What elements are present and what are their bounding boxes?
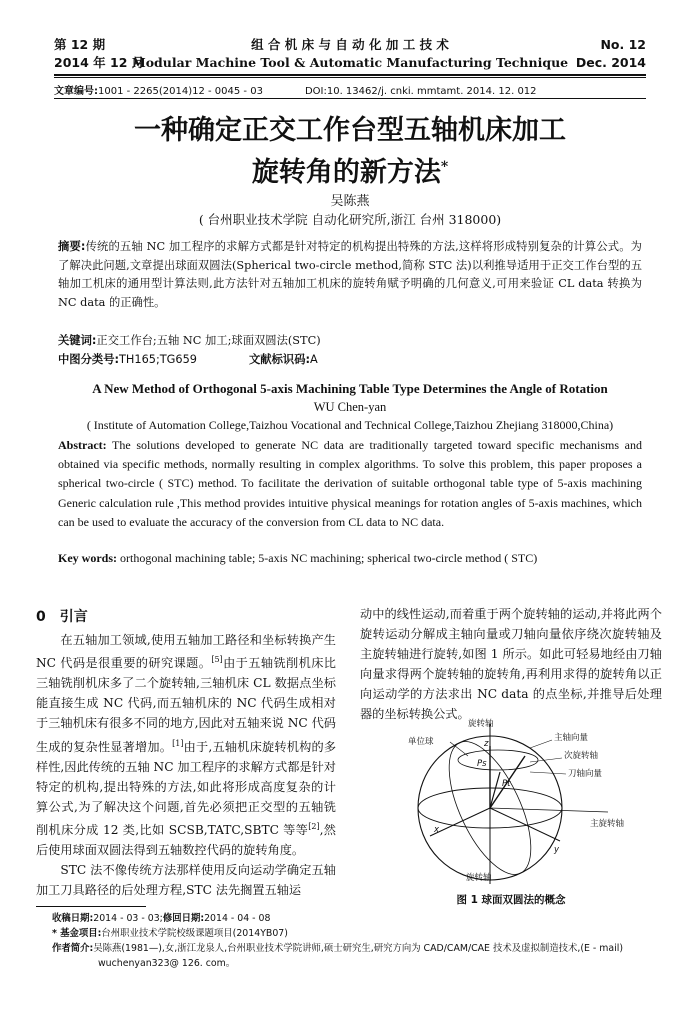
intro-paragraph-2: STC 法不像传统方法那样使用反向运动学确定五轴加工刀具路径的后处理方程,STC 法先搁置五轴运 [36,863,336,898]
doccode-label: 文献标识码: [249,353,311,366]
right-column [360,604,662,725]
label-primary-rotation: 主旋转轴 [590,819,625,829]
label-secondary-rotation: 次旋转轴 [564,751,599,761]
keywords-en-label: Key words: [58,551,117,565]
footnote-fund [52,927,662,942]
leader-spindle [530,740,552,748]
author: 吴陈燕 [330,194,370,209]
journal-en: Modular Machine Tool & Automatic Manufacturing Technique [131,55,569,70]
intro-paragraph-1: 在五轴加工领域,使用五轴加工路径和坐标转换产生 NC 代码是很重要的研究课题。[5]由于五轴铣削机床比三轴铣削机床多了二个旋转轴,三轴机床 CL 数据点坐标能直接生成 NC 代码,而五轴机床的 NC 代码生成相对于三轴机床有很多不同的地方,因此对五轴来说 NC 代码生成的复杂性显著增加。[1]由于,五轴机床旋转机构的多样性,因此传统的五轴 NC 加工程序的求解方式都是针对特定的机构,提出特殊的方法,如此将形成高度复杂的计算公式,为了解决这个问题,首先必须把正交型的五轴铣削机床分成 12 类,比如 SCSB,TATC,SBTC 等等[2],然后使用球面双圆法得到五轴数控代码的旋转角度。 [36,633,337,858]
date-cn: 2014 年 12 月 [54,55,145,70]
issue-en: No. 12 [600,37,646,52]
header-rule [54,74,646,76]
journal-cn: 组 合 机 床 与 自 动 化 加 工 技 术 [251,37,449,52]
title-line-1: 一种确定正交工作台型五轴机床加工 [134,115,566,146]
footnote-bio [52,942,662,971]
figure-1-caption: 图 1 球面双圆法的概念 [456,894,566,906]
stc-diagram [380,716,650,888]
keywords-cn [58,332,321,348]
leader-tool [530,772,566,774]
keywords-cn-label: 关键词: [58,334,97,347]
received-date: 2014 - 03 - 03; [93,913,163,924]
label-z: z [484,739,489,749]
citation-5: [5] [211,655,223,665]
y-axis [490,808,560,841]
bio-text: 吴陈燕(1981—),女,浙江龙泉人,台州职业技术学院讲师,硕士研究生,研究方向为 CAD/CAM/CAE 技术及虚拟制造技术,(E - mail) [93,943,623,954]
abstract-en [58,436,642,532]
label-unit-sphere: 单位球 [408,737,434,747]
revised-date: 2014 - 04 - 08 [204,913,271,924]
label-x: x [434,825,440,835]
header-right [576,36,646,72]
date-en: Dec. 2014 [575,55,646,70]
classification-line [58,351,318,367]
leader-secondary [530,758,562,762]
abstract-cn-label: 摘要: [58,240,86,253]
revised-label: 修回日期: [162,913,205,924]
footnote-rule [36,906,146,907]
issue-cn: 第 12 期 [54,37,106,52]
citation-1: [1] [172,738,184,748]
header-center [54,36,646,72]
label-spindle-vector: 主轴向量 [554,733,589,743]
affiliation-en: ( Institute of Automation College,Taizhou Vocational and Technical College,Taizhou Zhejiang 318000,China) [86,418,614,432]
abstract-en-label: Abstract: [58,438,107,452]
keywords-cn-text: 正交工作台;五轴 NC 加工;球面双圆法(STC) [96,334,321,347]
abstract-cn [58,238,642,312]
abstract-en-text: The solutions developed to generate NC data are traditionally targeted toward specific mechanisms and obtained via specific methods, normally resulting in complex algorithms. To solve this problem, this paper proposes a spherical two-circle ( STC) method. To facilitate the derivation of suitable orthogonal table type of 5-axis machining Generic calculation rule ,This method provides intuitive physical meanings for rotation angles of 5-axis machines, which can be used to evaluate the accuracy of the conversion from CL data to NC data. [58,438,642,529]
right-column-paragraph: 动中的线性运动,而着重于两个旋转轴的运动,并将此两个旋转运动分解成主轴向量或刀轴向量依序绕次旋转轴及主旋转轴进行旋转,如图 1 所示。如此可轻易地经由刀轴向量求得两个旋转轴的旋转角,再利用求得的旋转角以正向运动学的方法求出 NC data 的点坐标,并推导后处理器的坐标转换公式。 [360,607,662,722]
label-rotation-axis-top: 旋转轴 [468,719,494,729]
running-header [54,36,646,74]
clc-label: 中图分类号: [58,353,120,366]
fund-text: 台州职业技术学院校级课题项目(2014YB07) [101,928,288,939]
bio-label: 作者简介: [52,943,94,954]
citation-2: [2] [308,821,320,831]
section-number: 0 [36,609,46,625]
label-ps: Ps [477,759,487,769]
label-tool-vector: 刀轴向量 [568,769,603,779]
received-label: 收稿日期: [52,913,94,924]
title-line-2: 旋转角的新方法* [251,157,449,188]
label-pt: Pt [502,779,511,789]
section-title: 引言 [59,609,88,625]
keywords-en-text: orthogonal machining table; 5-axis NC machining; spherical two-circle method ( STC) [117,551,538,565]
author-en: WU Chen-yan [313,400,387,414]
bio-email: wuchenyan323@ 126. com。 [98,957,236,969]
label-rotation-axis-bottom: 旋转轴 [466,873,492,883]
left-column [36,630,336,900]
title-en: A New Method of Orthogonal 5-axis Machining Table Type Determines the Angle of Rotation [92,381,608,396]
tool-circle [458,750,538,770]
article-meta-line [54,82,537,97]
doccode: A [310,353,318,366]
paper-title [60,112,640,191]
label-y: y [554,845,560,855]
primary-rotation-line [490,808,608,812]
footnote-dates [52,912,662,927]
keywords-en [58,551,642,566]
article-no-label: 文章编号: [54,86,98,97]
figure-1 [380,716,650,888]
abstract-cn-text: 传统的五轴 NC 加工程序的求解方式都是针对特定的机构提出特殊的方法,这样将形成特别复杂的计算公式。为了解决此问题,文章提出球面双圆法(Spherical two-circle method,简称 STC 法)以利推导适用于正交工作台型的五轴加工机床的通用型计算法则,此方法针对五轴加工机床的旋转角赋予明确的几何意义,可用来验证 CL data 转换为 NC data 的正确性。 [58,240,642,309]
clc: TH165;TG659 [119,353,197,366]
title-footnote-mark: * [440,159,449,175]
affiliation: ( 台州职业技术学院 自动化研究所,浙江 台州 318000) [198,212,502,227]
doi: DOI:10. 13462/j. cnki. mmtamt. 2014. 12. 012 [304,86,537,97]
meta-rule [54,98,646,99]
section-heading [36,606,88,626]
fund-label: * 基金项目: [52,928,102,939]
article-no: 1001 - 2265(2014)12 - 0045 - 03 [98,86,263,97]
header-rule-thin [54,77,646,78]
tool-vector [490,772,500,808]
